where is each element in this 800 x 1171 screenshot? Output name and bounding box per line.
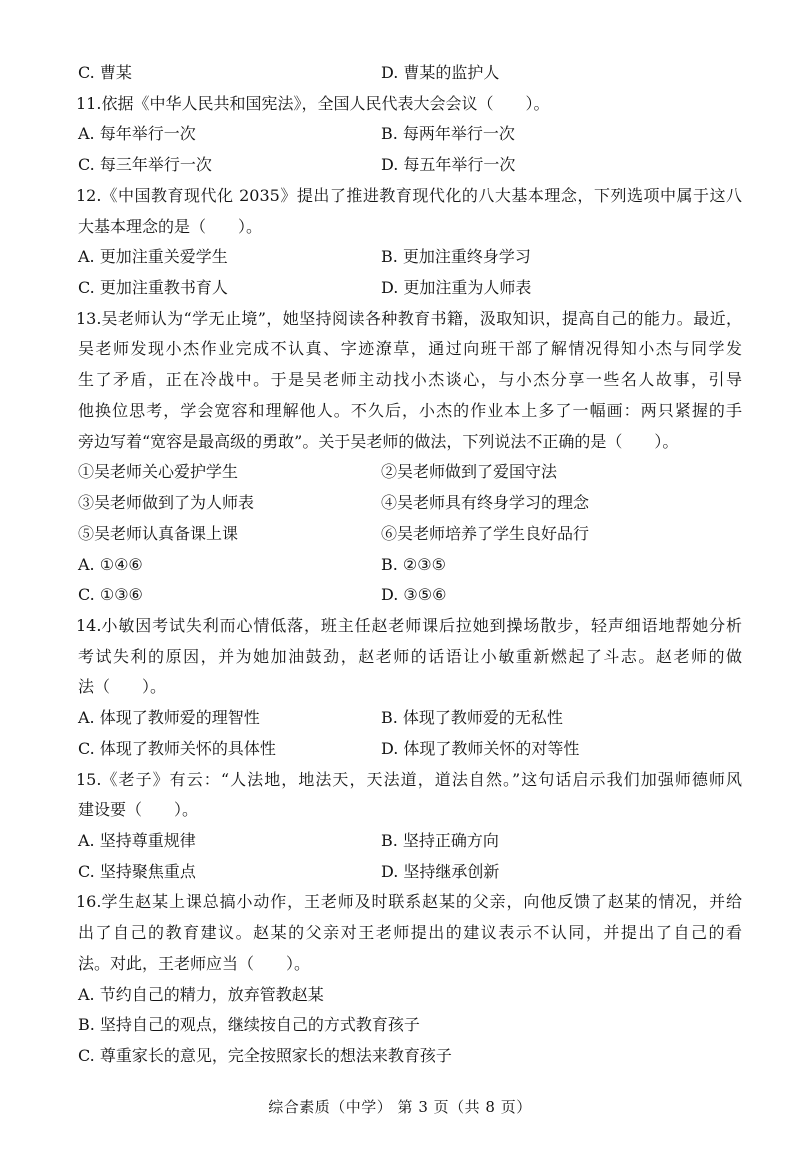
question-stem-text: 吴老师认为“学无止境”，她坚持阅读各种教育书籍，汲取知识，提高自己的能力。最近， — [101, 308, 742, 328]
option-c: C. 每三年举行一次 — [78, 155, 212, 175]
question-stem-line — [76, 365, 742, 396]
statement-6: ⑥吴老师培养了学生良好品行 — [381, 523, 590, 543]
statement-2: ②吴老师做到了爱国守法 — [381, 462, 558, 482]
question-stem-line — [76, 427, 742, 458]
option-row — [76, 980, 742, 1011]
question-stem-line — [76, 396, 742, 427]
question-stem-text: 大基本理念的是（ ）。 — [78, 216, 263, 236]
question-stem-line — [76, 611, 742, 642]
question-16 — [76, 887, 742, 1071]
option-row — [76, 580, 742, 611]
question-stem-text: 《老子》有云：“人法地，地法天，天法道，道法自然。”这句话启示我们加强师德师风 — [101, 769, 742, 789]
question-number: 14. — [76, 615, 102, 635]
option-row — [76, 1010, 742, 1041]
question-stem-line — [76, 949, 742, 980]
statement-row — [76, 488, 742, 519]
question-stem-text: 旁边写着“宽容是最高级的勇敢”。关于吴老师的做法，下列说法不正确的是（ ）。 — [78, 431, 679, 451]
continued-option-row — [76, 58, 742, 89]
option-b: B. ②③⑤ — [381, 554, 446, 574]
option-d: D. 曹某的监护人 — [381, 63, 500, 82]
question-number: 11. — [76, 93, 102, 113]
question-12 — [76, 181, 742, 304]
question-stem-text: 依据《中华人民共和国宪法》，全国人民代表大会会议（ ）。 — [101, 93, 550, 113]
question-stem-line — [76, 918, 742, 949]
question-stem-line — [76, 89, 742, 120]
option-a: A. 更加注重关爱学生 — [78, 247, 228, 267]
question-stem-text: 吴老师发现小杰作业完成不认真、字迹潦草，通过向班干部了解情况得知小杰与同学发 — [78, 339, 742, 359]
option-row — [76, 826, 742, 857]
option-row — [76, 734, 742, 765]
question-stem-text: 《中国教育现代化 2035》提出了推进教育现代化的八大基本理念，下列选项中属于这八 — [101, 185, 742, 205]
question-stem-text: 法（ ）。 — [78, 677, 167, 697]
option-a: A. 坚持尊重规律 — [78, 830, 196, 850]
question-number: 16. — [76, 892, 102, 912]
option-a: A. 体现了教师爱的理智性 — [78, 708, 260, 728]
option-c: C. 体现了教师关怀的具体性 — [78, 738, 276, 758]
question-stem-text: 法。对此，王老师应当（ ）。 — [78, 953, 311, 973]
option-c: C. ①③⑥ — [78, 585, 143, 605]
question-stem-text: 他换位思考，学会宽容和理解他人。不久后，小杰的作业本上多了一幅画：两只紧握的手 — [78, 400, 742, 420]
option-c: C. 更加注重教书育人 — [78, 278, 228, 298]
option-b: B. 坚持正确方向 — [381, 830, 499, 850]
statement-5: ⑤吴老师认真备课上课 — [78, 523, 239, 543]
option-b: B. 每两年举行一次 — [381, 124, 515, 144]
option-d: D. 更加注重为人师表 — [381, 278, 532, 298]
question-stem-line — [76, 765, 742, 796]
option-b: B. 更加注重终身学习 — [381, 247, 531, 267]
question-stem-line — [76, 795, 742, 826]
option-d: D. 体现了教师关怀的对等性 — [381, 738, 580, 758]
question-stem-text: 考试失利的原因，并为她加油鼓劲，赵老师的话语让小敏重新燃起了斗志。赵老师的做 — [78, 646, 742, 666]
question-stem-line — [76, 334, 742, 365]
question-stem-line — [76, 642, 742, 673]
option-row — [76, 1041, 742, 1072]
option-d: D. 每五年举行一次 — [381, 155, 516, 175]
question-15 — [76, 765, 742, 888]
question-stem-text: 小敏因考试失利而心情低落，班主任赵老师课后拉她到操场散步，轻声细语地帮她分析 — [101, 615, 742, 635]
question-stem-line — [76, 672, 742, 703]
option-row — [76, 703, 742, 734]
exam-page-content — [76, 58, 742, 1072]
option-c: C. 坚持聚焦重点 — [78, 861, 196, 881]
question-11 — [76, 89, 742, 181]
option-row — [76, 273, 742, 304]
option-row — [76, 150, 742, 181]
question-stem-line — [76, 304, 742, 335]
question-number: 15. — [76, 769, 102, 789]
question-number: 13. — [76, 308, 102, 328]
option-c: C. 尊重家长的意见，完全按照家长的想法来教育孩子 — [78, 1046, 452, 1065]
option-a: A. ①④⑥ — [78, 554, 143, 574]
page-footer: 综合素质（中学） 第 3 页（共 8 页） — [268, 1098, 532, 1116]
option-row — [76, 550, 742, 581]
question-stem-line — [76, 212, 742, 243]
statement-4: ④吴老师具有终身学习的理念 — [381, 493, 590, 513]
question-stem-line — [76, 181, 742, 212]
option-row — [76, 119, 742, 150]
statement-row — [76, 519, 742, 550]
option-b: B. 体现了教师爱的无私性 — [381, 708, 563, 728]
question-number: 12. — [76, 185, 102, 205]
option-c: C. 曹某 — [78, 63, 132, 82]
question-stem-text: 建设要（ ）。 — [78, 800, 199, 820]
question-14 — [76, 611, 742, 765]
statement-row — [76, 457, 742, 488]
question-13 — [76, 304, 742, 611]
question-stem-line — [76, 887, 742, 918]
option-row — [76, 242, 742, 273]
question-stem-text: 生了矛盾，正在冷战中。于是吴老师主动找小杰谈心，与小杰分享一些名人故事，引导 — [78, 370, 742, 390]
option-b: B. 坚持自己的观点，继续按自己的方式教育孩子 — [78, 1015, 420, 1035]
option-a: A. 每年举行一次 — [78, 124, 196, 144]
statement-3: ③吴老师做到了为人师表 — [78, 493, 255, 513]
option-row — [76, 857, 742, 888]
option-a: A. 节约自己的精力，放弃管教赵某 — [78, 984, 324, 1004]
question-stem-text: 学生赵某上课总搞小动作，王老师及时联系赵某的父亲，向他反馈了赵某的情况，并给 — [101, 892, 742, 912]
statement-1: ①吴老师关心爱护学生 — [78, 462, 239, 482]
option-d: D. ③⑤⑥ — [381, 585, 447, 605]
option-d: D. 坚持继承创新 — [381, 861, 500, 881]
question-stem-text: 出了自己的教育建议。赵某的父亲对王老师提出的建议表示不认同，并提出了自己的看 — [78, 923, 742, 943]
